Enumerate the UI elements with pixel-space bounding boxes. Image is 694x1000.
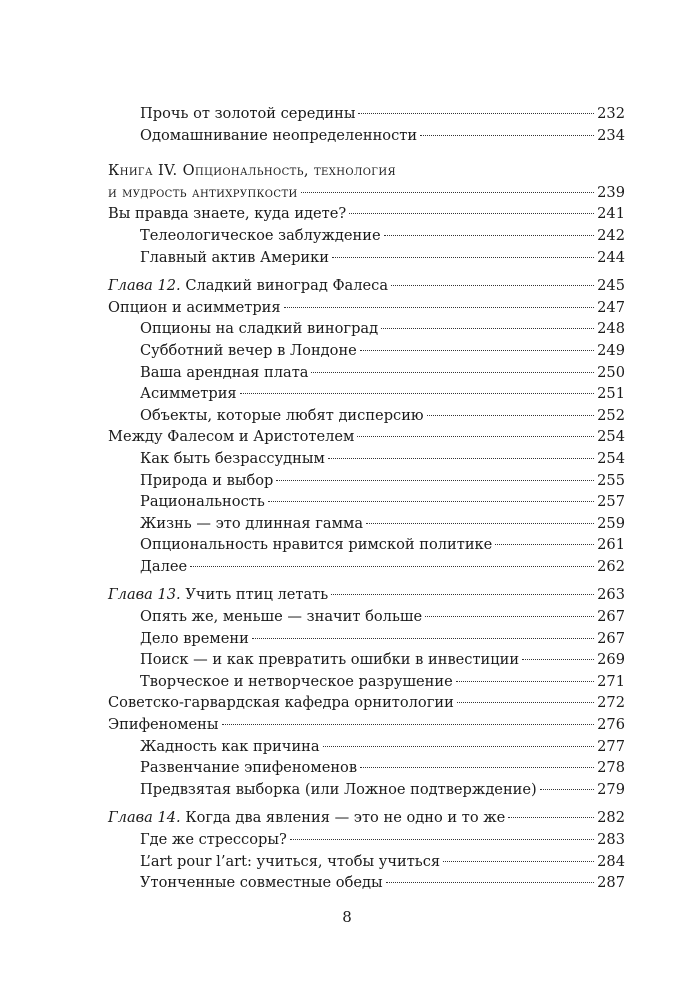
toc-entry (108, 470, 625, 492)
toc-entry-title: Субботний вечер в Лондоне (140, 341, 357, 359)
toc-entry-title: Главный актив Америки (140, 248, 329, 266)
toc-entry (108, 779, 625, 801)
toc-entry-title: Одомашнивание неопределенности (140, 126, 418, 144)
toc-entry-page: 267 (597, 608, 625, 626)
toc-entry-page: 259 (597, 514, 625, 532)
toc-entry-title: Развенчание эпифеноменов (140, 759, 358, 777)
toc-entry-title: Утонченные совместные обеды (140, 874, 383, 892)
toc-entry-page: 278 (597, 759, 625, 777)
toc-chapter (108, 584, 625, 606)
dot-leader (301, 192, 595, 193)
toc-entry (108, 649, 625, 671)
toc-section-title: Между Фалесом и Аристотелем (108, 428, 355, 446)
toc-entry (108, 318, 625, 340)
toc-section-title: Опцион и асимметрия (108, 298, 281, 316)
toc-entry-page: 263 (597, 586, 625, 604)
toc-entry-page: 283 (597, 831, 625, 848)
dot-leader (357, 436, 594, 437)
toc-entry (108, 872, 625, 894)
dot-leader (240, 393, 594, 394)
toc-entry (108, 851, 625, 873)
toc-entry-title: Телеологическое заблуждение (140, 226, 381, 244)
toc-entry (108, 534, 625, 556)
toc-entry-page: 254 (597, 449, 625, 467)
toc-section-title: Эпифеномены (108, 716, 219, 734)
toc-entry (108, 671, 625, 693)
book-heading-line2: и мудрость антихрупкости (108, 183, 298, 201)
toc-entry-page: 255 (597, 471, 625, 489)
toc-entry-page: 252 (597, 406, 625, 424)
toc-entry-page: 267 (597, 629, 625, 647)
toc-entry-page: 269 (597, 651, 625, 669)
toc-entry (108, 757, 625, 779)
toc-entry-title: Жадность как причина (140, 737, 320, 755)
toc-entry (108, 829, 625, 851)
chapter-name: Сладкий виноград Фалеса (180, 277, 389, 295)
dot-leader (522, 659, 594, 660)
toc-chapter (108, 807, 625, 829)
toc-entry-page: 284 (597, 852, 625, 870)
toc-section (108, 714, 625, 736)
toc-chapter-title (108, 807, 505, 829)
toc-entry-page: 279 (597, 780, 625, 798)
toc-entry-page: 251 (597, 385, 625, 403)
toc-entry (108, 448, 625, 470)
toc-entry-page: 257 (597, 493, 625, 511)
dot-leader (420, 135, 594, 136)
dot-leader (252, 638, 594, 639)
dot-leader (360, 767, 594, 768)
toc-entry-page: 261 (597, 536, 625, 554)
dot-leader (384, 235, 595, 236)
dot-leader (331, 594, 594, 595)
chapter-label: Глава 12. (108, 277, 181, 295)
toc-entry-title: Как быть безрассудным (140, 449, 325, 467)
chapter-name: Учить птиц летать (180, 586, 329, 604)
toc-entry-page: 239 (597, 183, 625, 201)
toc-entry-title: Прочь от золотой середины (140, 105, 356, 122)
toc-entry (108, 225, 625, 247)
toc-section (108, 692, 625, 714)
toc-entry (108, 340, 625, 362)
toc-entry-page: 249 (597, 341, 625, 359)
toc-entry-page: 272 (597, 694, 625, 712)
dot-leader (190, 566, 594, 567)
toc-section-title: Советско-гарвардская кафедра орнитологии (108, 694, 454, 712)
dot-leader (311, 372, 594, 373)
toc-entry-page: 271 (597, 672, 625, 690)
toc-entry-title: Далее (140, 557, 188, 575)
dot-leader (358, 113, 594, 114)
dot-leader (268, 501, 594, 502)
dot-leader (284, 307, 595, 308)
table-of-contents (108, 103, 625, 894)
page-number: 8 (342, 908, 352, 926)
toc-entry-page: 254 (597, 428, 625, 446)
dot-leader (332, 257, 594, 258)
dot-leader (456, 681, 594, 682)
toc-entry-page: 232 (597, 105, 625, 122)
dot-leader (276, 480, 594, 481)
book-heading-entry (108, 182, 625, 204)
toc-entry-title: Дело времени (140, 629, 249, 647)
toc-section (108, 426, 625, 448)
dot-leader (425, 616, 594, 617)
toc-chapter-title (108, 584, 328, 606)
toc-entry (108, 125, 625, 147)
dot-leader (366, 523, 594, 524)
toc-entry-title: Рациональность (140, 493, 265, 511)
toc-entry-page: 241 (597, 205, 625, 223)
toc-entry (108, 103, 625, 125)
toc-entry-title: Где же стрессоры? (140, 831, 287, 848)
toc-entry-title: Ваша арендная плата (140, 363, 309, 381)
chapter-label: Глава 13. (108, 586, 181, 604)
toc-entry (108, 556, 625, 578)
toc-entry-page: 244 (597, 248, 625, 266)
toc-entry-title: Поиск — и как превратить ошибки в инвестиции (140, 651, 520, 669)
toc-entry (108, 606, 625, 628)
toc-entry (108, 736, 625, 758)
dot-leader (349, 213, 594, 214)
toc-entry-title: Жизнь — это длинная гамма (140, 514, 364, 532)
toc-entry-page: 234 (597, 126, 625, 144)
dot-leader (391, 285, 594, 286)
toc-entry-page: 248 (597, 320, 625, 338)
toc-entry-title: Опционы на сладкий виноград (140, 320, 379, 338)
dot-leader (386, 882, 595, 883)
toc-entry (108, 491, 625, 513)
toc-chapter-title (108, 275, 388, 297)
dot-leader (540, 789, 594, 790)
toc-entry (108, 513, 625, 535)
chapter-label: Глава 14. (108, 809, 181, 827)
dot-leader (427, 415, 595, 416)
dot-leader (381, 328, 594, 329)
dot-leader (328, 458, 594, 459)
toc-entry-page: 276 (597, 716, 625, 734)
dot-leader (360, 350, 594, 351)
dot-leader (443, 861, 594, 862)
toc-entry-page: 250 (597, 363, 625, 381)
toc-chapter (108, 275, 625, 297)
toc-entry (108, 247, 625, 269)
toc-entry-title: Творческое и нетворческое разрушение (140, 672, 453, 690)
toc-entry-page: 262 (597, 557, 625, 575)
book-heading-line1: Книга IV. Опциональность, технология (108, 162, 396, 180)
toc-section (108, 297, 625, 319)
toc-entry-title: Природа и выбор (140, 471, 274, 489)
dot-leader (290, 839, 594, 840)
toc-entry-title: Опциональность нравится римской политике (140, 536, 493, 554)
toc-entry-title: Асимметрия (140, 385, 237, 403)
dot-leader (222, 724, 595, 725)
toc-entry-title: L’art pour l’art: учиться, чтобы учиться (140, 852, 441, 870)
toc-entry-page: 277 (597, 737, 625, 755)
dot-leader (323, 746, 595, 747)
toc-entry-page: 247 (597, 298, 625, 316)
toc-entry (108, 362, 625, 384)
toc-entry-title: Опять же, меньше — значит больше (140, 608, 423, 626)
dot-leader (457, 702, 594, 703)
toc-entry-title: Предвзятая выборка (или Ложное подтверждение) (140, 780, 537, 798)
toc-entry-page: 242 (597, 226, 625, 244)
dot-leader (495, 544, 594, 545)
dot-leader (508, 817, 594, 818)
toc-entry (108, 405, 625, 427)
toc-section (108, 203, 625, 225)
toc-entry-title: Объекты, которые любят дисперсию (140, 406, 424, 424)
toc-entry-page: 287 (597, 874, 625, 892)
toc-entry (108, 628, 625, 650)
toc-entry-page: 245 (597, 277, 625, 295)
toc-section-title: Вы правда знаете, куда идете? (108, 205, 347, 223)
toc-entry-page: 282 (597, 809, 625, 827)
chapter-name: Когда два явления — это не одно и то же (180, 809, 506, 827)
toc-entry (108, 383, 625, 405)
